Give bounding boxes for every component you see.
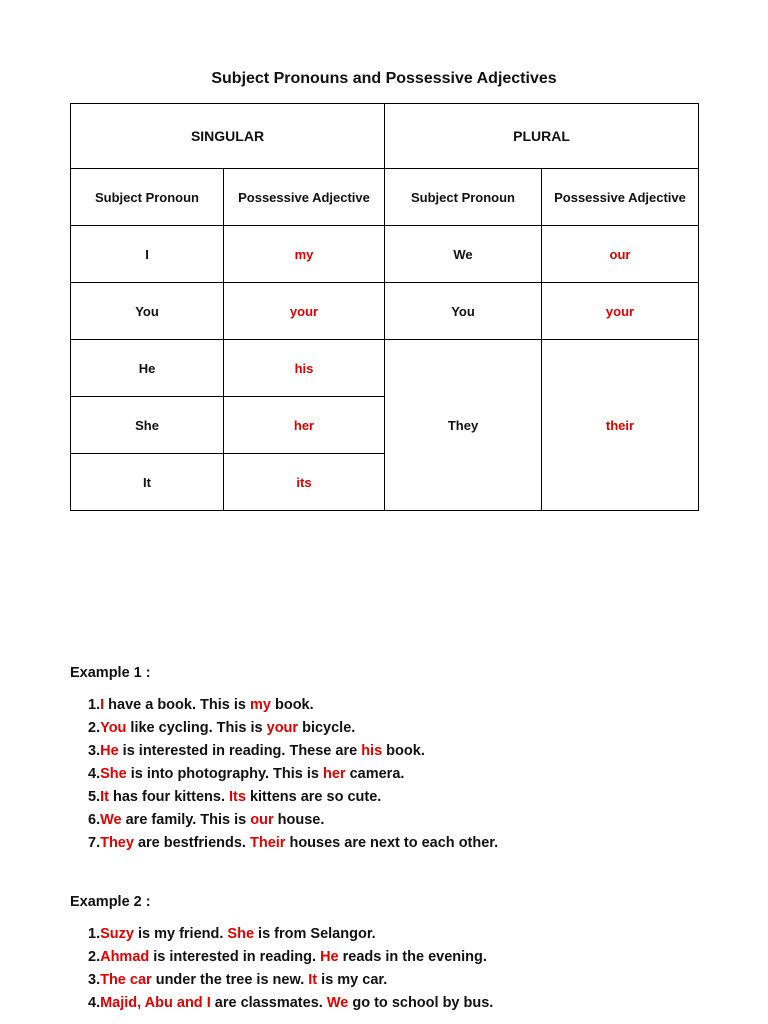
singular-possessive-cell: her — [224, 397, 385, 454]
singular-possessive-cell: your — [224, 283, 385, 340]
highlight-text: Their — [249, 835, 286, 851]
list-item — [88, 809, 498, 832]
sentence-text: is into photography. This is — [126, 766, 323, 782]
highlight-text: It — [100, 789, 109, 805]
col-header-subject-singular: Subject Pronoun — [71, 169, 224, 226]
sentence-text: is my car. — [317, 972, 388, 988]
singular-subject-cell: I — [71, 226, 224, 283]
list-number: 2. — [88, 720, 101, 736]
singular-possessive-cell: its — [224, 454, 385, 511]
singular-subject-cell: It — [71, 454, 224, 511]
highlight-text: his — [361, 743, 383, 759]
list-item — [88, 969, 493, 992]
list-number: 2. — [88, 949, 101, 965]
highlight-text: Majid, Abu and I — [100, 995, 211, 1011]
sentence-text: like cycling. This is — [126, 720, 267, 736]
sentence-text: kittens are so cute. — [245, 789, 382, 805]
list-item — [88, 832, 498, 855]
list-item — [88, 992, 493, 1015]
list-number: 1. — [88, 697, 101, 713]
sentence-text: houses are next to each other. — [285, 835, 499, 851]
list-item — [88, 717, 498, 740]
table-row — [71, 283, 699, 340]
example-2-list — [88, 923, 493, 1015]
example-1-title: Example 1 : — [70, 665, 151, 681]
sentence-text: are classmates. — [210, 995, 327, 1011]
highlight-text: her — [322, 766, 346, 782]
list-item — [88, 740, 498, 763]
singular-possessive-cell: my — [224, 226, 385, 283]
table-row — [71, 226, 699, 283]
sentence-text: is my friend. — [133, 926, 228, 942]
highlight-text: They — [100, 835, 134, 851]
sentence-text: book. — [270, 697, 314, 713]
list-item — [88, 923, 493, 946]
highlight-text: I — [100, 697, 105, 713]
page-title: Subject Pronouns and Possessive Adjectives — [211, 70, 557, 87]
list-number: 5. — [88, 789, 101, 805]
list-number: 7. — [88, 835, 101, 851]
singular-subject-cell: You — [71, 283, 224, 340]
highlight-text: He — [100, 743, 119, 759]
list-number: 1. — [88, 926, 101, 942]
highlight-text: She — [227, 926, 255, 942]
highlight-text: your — [266, 720, 299, 736]
singular-subject-cell: She — [71, 397, 224, 454]
singular-possessive-cell: his — [224, 340, 385, 397]
plural-subject-cell: We — [385, 226, 542, 283]
highlight-text: our — [250, 812, 274, 828]
col-header-possessive-singular: Possessive Adjective — [224, 169, 385, 226]
plural-possessive-cell: our — [542, 226, 699, 283]
sentence-text: are bestfriends. — [133, 835, 250, 851]
sentence-text: is from Selangor. — [254, 926, 376, 942]
list-number: 3. — [88, 743, 101, 759]
list-item — [88, 786, 498, 809]
sentence-text: house. — [273, 812, 325, 828]
plural-subject-cell: You — [385, 283, 542, 340]
plural-subject-cell: They — [385, 340, 542, 511]
highlight-text: The car — [100, 972, 152, 988]
example-2-title: Example 2 : — [70, 894, 151, 910]
sentence-text: book. — [382, 743, 425, 759]
highlight-text: Ahmad — [100, 949, 150, 965]
list-item — [88, 946, 493, 969]
plural-possessive-cell: their — [542, 340, 699, 511]
sentence-text: camera. — [345, 766, 405, 782]
sentence-text: has four kittens. — [108, 789, 230, 805]
highlight-text: We — [326, 995, 349, 1011]
highlight-text: We — [100, 812, 122, 828]
pronoun-table — [70, 103, 699, 511]
highlight-text: She — [100, 766, 127, 782]
singular-header: SINGULAR — [71, 104, 385, 169]
plural-possessive-cell: your — [542, 283, 699, 340]
sentence-text: reads in the evening. — [338, 949, 487, 965]
col-header-subject-plural: Subject Pronoun — [385, 169, 542, 226]
list-item — [88, 763, 498, 786]
sentence-text: go to school by bus. — [348, 995, 494, 1011]
table-row — [71, 340, 699, 397]
highlight-text: my — [249, 697, 271, 713]
list-number: 6. — [88, 812, 101, 828]
sentence-text: are family. This is — [121, 812, 251, 828]
example-1-list — [88, 694, 498, 855]
highlight-text: It — [308, 972, 318, 988]
col-header-possessive-plural: Possessive Adjective — [542, 169, 699, 226]
list-item — [88, 694, 498, 717]
sentence-text: is interested in reading. — [149, 949, 321, 965]
sentence-text: have a book. This is — [104, 697, 250, 713]
highlight-text: He — [320, 949, 339, 965]
list-number: 4. — [88, 995, 101, 1011]
highlight-text: Its — [229, 789, 246, 805]
sentence-text: under the tree is new. — [151, 972, 309, 988]
highlight-text: Suzy — [100, 926, 134, 942]
plural-header: PLURAL — [385, 104, 699, 169]
highlight-text: You — [100, 720, 127, 736]
sentence-text: is interested in reading. These are — [118, 743, 362, 759]
list-number: 4. — [88, 766, 101, 782]
sentence-text: bicycle. — [298, 720, 356, 736]
list-number: 3. — [88, 972, 101, 988]
singular-subject-cell: He — [71, 340, 224, 397]
